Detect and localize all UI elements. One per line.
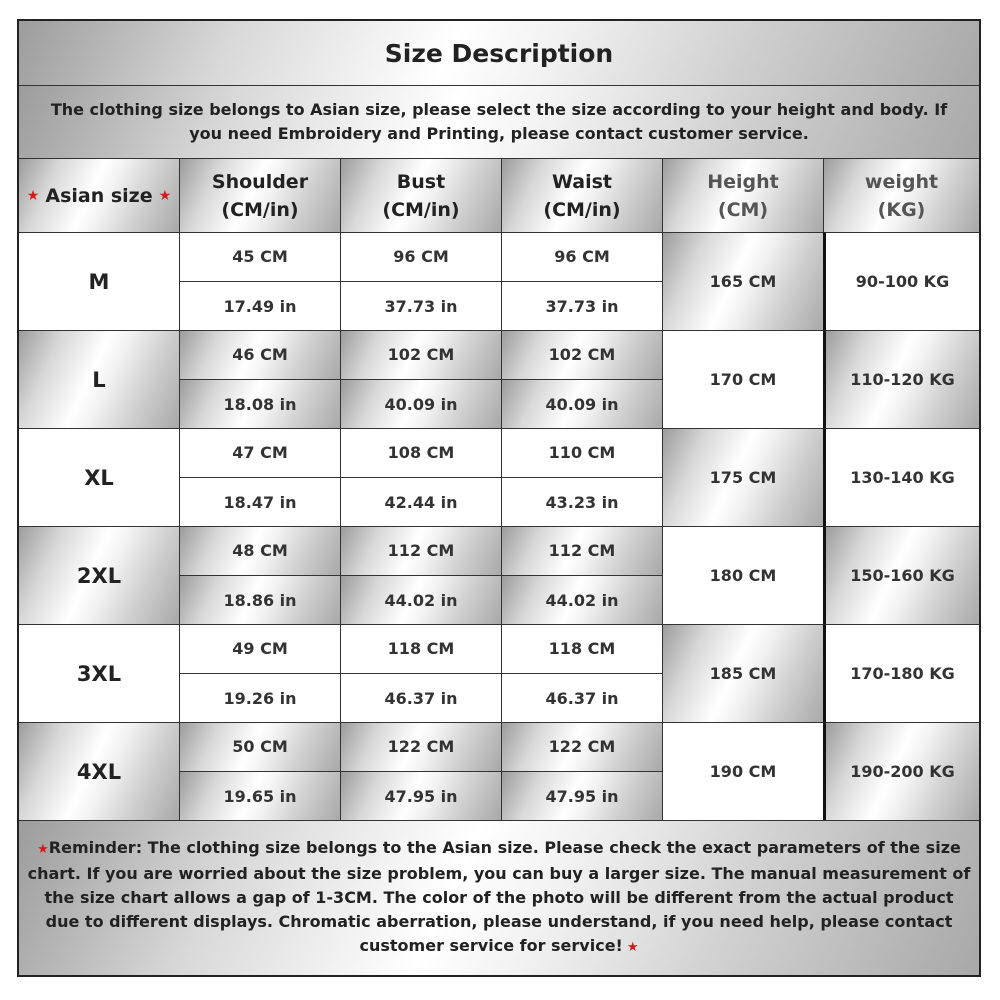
shoulder-cm-value: 47 CM <box>179 428 340 477</box>
header-shoulder-label: Shoulder <box>211 170 309 193</box>
shoulder-cm-value: 48 CM <box>179 526 340 575</box>
reminder-note <box>19 820 979 975</box>
waist-cm-value: 110 CM <box>501 428 662 477</box>
size-label: L <box>19 330 179 428</box>
shoulder-cm-value: 45 CM <box>179 232 340 281</box>
star-icon: ★ <box>37 842 49 857</box>
header-waist <box>501 158 662 232</box>
shoulder-in-value: 18.86 in <box>179 575 340 624</box>
bust-cm-value: 112 CM <box>340 526 501 575</box>
shoulder-cm-value: 49 CM <box>179 624 340 673</box>
size-label: XL <box>19 428 179 526</box>
shoulder-cm-value: 46 CM <box>179 330 340 379</box>
bust-in-value: 42.44 in <box>340 477 501 526</box>
weight-value: 170-180 KG <box>823 624 979 722</box>
bust-in-value: 40.09 in <box>340 379 501 428</box>
waist-cm-value: 122 CM <box>501 722 662 771</box>
waist-in-value: 43.23 in <box>501 477 662 526</box>
weight-value: 130-140 KG <box>823 428 979 526</box>
header-height <box>662 158 823 232</box>
header-bust-unit: (CM/in) <box>382 198 460 221</box>
waist-in-value: 40.09 in <box>501 379 662 428</box>
bust-cm-value: 118 CM <box>340 624 501 673</box>
shoulder-cm-value: 50 CM <box>179 722 340 771</box>
header-waist-label: Waist <box>551 170 612 193</box>
bust-cm-value: 96 CM <box>340 232 501 281</box>
waist-in-value: 47.95 in <box>501 771 662 820</box>
shoulder-in-value: 18.08 in <box>179 379 340 428</box>
star-icon: ★ <box>626 940 639 955</box>
size-label: 3XL <box>19 624 179 722</box>
size-label: M <box>19 232 179 330</box>
size-chart-title: Size Description <box>19 21 979 85</box>
header-size-label: Asian size <box>45 184 153 207</box>
star-icon: ★ <box>158 187 172 204</box>
waist-in-value: 37.73 in <box>501 281 662 330</box>
size-chart-intro: The clothing size belongs to Asian size, please select the size according to your height and body. If you need Embroidery and Printing, please contact customer service. <box>19 85 979 158</box>
height-value: 175 CM <box>662 428 823 526</box>
waist-cm-value: 118 CM <box>501 624 662 673</box>
bust-cm-value: 102 CM <box>340 330 501 379</box>
header-shoulder-unit: (CM/in) <box>221 198 299 221</box>
height-value: 180 CM <box>662 526 823 624</box>
reminder-text <box>25 836 973 960</box>
header-waist-unit: (CM/in) <box>543 198 621 221</box>
size-label: 4XL <box>19 722 179 820</box>
weight-value: 150-160 KG <box>823 526 979 624</box>
header-asian-size <box>19 158 179 232</box>
header-height-label: Height <box>707 170 779 193</box>
height-value: 170 CM <box>662 330 823 428</box>
shoulder-in-value: 18.47 in <box>179 477 340 526</box>
header-weight <box>823 158 979 232</box>
weight-value: 190-200 KG <box>823 722 979 820</box>
waist-cm-value: 102 CM <box>501 330 662 379</box>
waist-in-value: 44.02 in <box>501 575 662 624</box>
size-label: 2XL <box>19 526 179 624</box>
shoulder-in-value: 19.65 in <box>179 771 340 820</box>
shoulder-in-value: 19.26 in <box>179 673 340 722</box>
bust-cm-value: 122 CM <box>340 722 501 771</box>
bust-cm-value: 108 CM <box>340 428 501 477</box>
waist-in-value: 46.37 in <box>501 673 662 722</box>
height-value: 190 CM <box>662 722 823 820</box>
weight-value: 90-100 KG <box>823 232 979 330</box>
height-value: 185 CM <box>662 624 823 722</box>
bust-in-value: 46.37 in <box>340 673 501 722</box>
weight-value: 110-120 KG <box>823 330 979 428</box>
header-weight-unit: (KG) <box>877 198 926 221</box>
waist-cm-value: 112 CM <box>501 526 662 575</box>
bust-in-value: 37.73 in <box>340 281 501 330</box>
header-height-unit: (CM) <box>717 198 769 221</box>
header-bust <box>340 158 501 232</box>
size-chart-frame <box>17 19 981 977</box>
reminder-body: Reminder: The clothing size belongs to the Asian size. Please check the exact parameters of the size chart. If you are worried about the size problem, you can buy a larger size. The manual measurement of the size chart allows a gap of 1-3CM. The color of the photo will be different from the actual product due to different displays. Chromatic aberration, please understand, if you need help, please contact customer service for service! <box>27 838 971 955</box>
header-shoulder <box>179 158 340 232</box>
star-icon: ★ <box>26 187 40 204</box>
bust-in-value: 47.95 in <box>340 771 501 820</box>
height-value: 165 CM <box>662 232 823 330</box>
header-bust-label: Bust <box>396 170 446 193</box>
bust-in-value: 44.02 in <box>340 575 501 624</box>
shoulder-in-value: 17.49 in <box>179 281 340 330</box>
header-weight-label: weight <box>864 170 939 193</box>
waist-cm-value: 96 CM <box>501 232 662 281</box>
